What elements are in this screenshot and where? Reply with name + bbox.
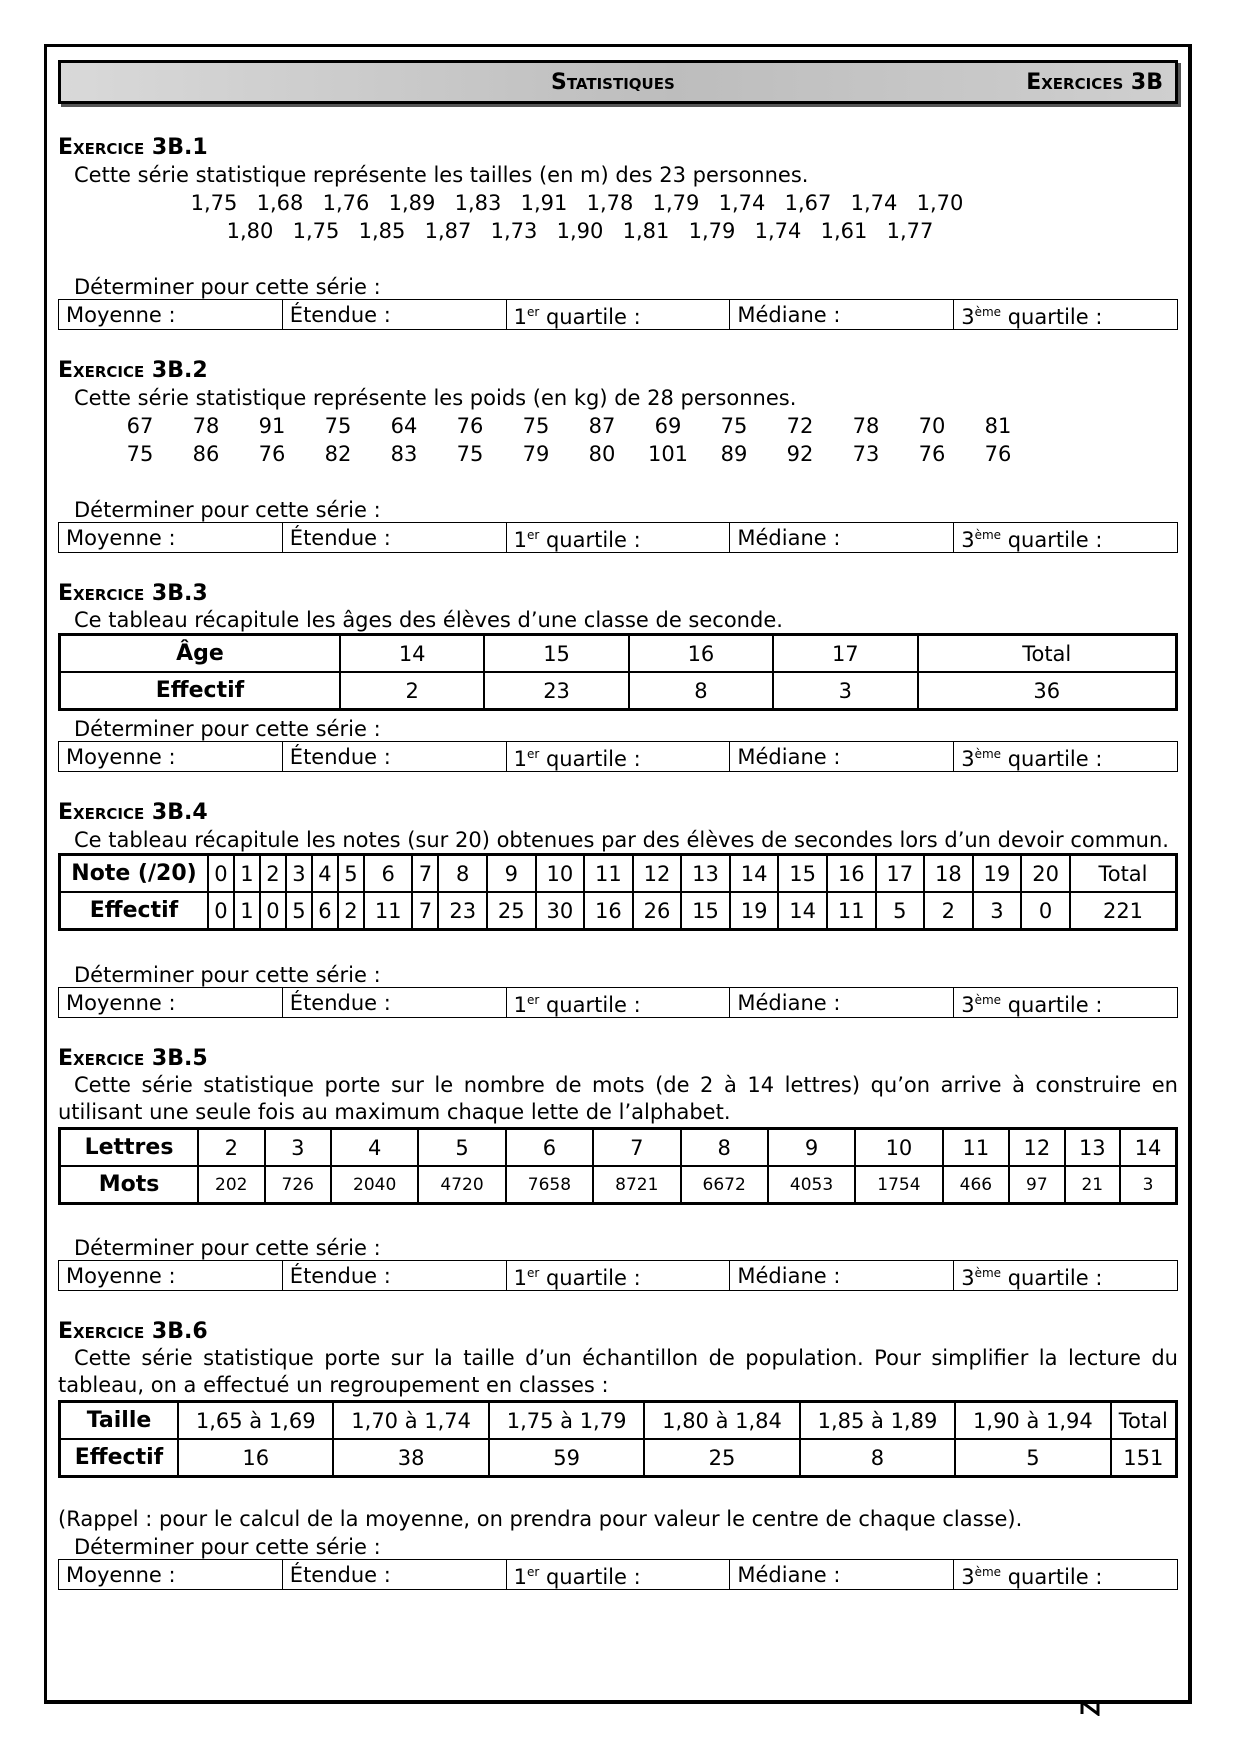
- value-item: 67: [126, 414, 154, 438]
- table-row: [60, 1129, 1177, 1167]
- answer-moyenne-text: Moyenne :: [66, 302, 176, 327]
- answer-q1-text: er: [526, 305, 540, 319]
- exercise-1-instruction: Déterminer pour cette série :: [74, 275, 381, 299]
- table-cell: 16: [584, 892, 633, 930]
- table-cell: 19: [730, 892, 779, 930]
- answer-moyenne-cell[interactable]: [59, 988, 283, 1018]
- exercise-5-instruction: Déterminer pour cette série :: [74, 1236, 381, 1260]
- value-item: 1,79: [688, 219, 736, 243]
- answer-etendue-text: Étendue :: [289, 744, 391, 769]
- table-row: [60, 1439, 1177, 1477]
- value-item: 92: [786, 442, 814, 466]
- table-cell: 9: [487, 855, 536, 893]
- table-cell: 14: [778, 892, 827, 930]
- answer-moyenne-text: Moyenne :: [66, 744, 176, 769]
- answer-moyenne-cell[interactable]: [59, 1560, 283, 1590]
- value-item: 1,74: [850, 191, 898, 215]
- answer-q1-text: er: [526, 1266, 540, 1280]
- exercise-4-data-table: [58, 853, 1178, 931]
- exercise-3-answer-table: [58, 741, 1178, 772]
- value-item: 75: [456, 442, 484, 466]
- table-cell: 4720: [418, 1166, 505, 1204]
- value-item: 1,89: [388, 191, 436, 215]
- row-label: Taille: [60, 1402, 179, 1440]
- table-cell: 12: [633, 855, 682, 893]
- row-label: Âge: [60, 635, 341, 673]
- table-cell: 7: [593, 1129, 680, 1167]
- value-item: 1,76: [322, 191, 370, 215]
- value-item: 75: [126, 442, 154, 466]
- table-cell: 3: [286, 855, 312, 893]
- answer-q3-text: quartile :: [1001, 305, 1103, 329]
- value-item: 75: [720, 414, 748, 438]
- table-cell: 19: [973, 855, 1022, 893]
- exercise-1-answer-table: [58, 299, 1178, 330]
- answer-etendue-text: Étendue :: [289, 990, 391, 1015]
- table-cell: 7658: [506, 1166, 593, 1204]
- exercise-6-intro-text: Cette série statistique porte sur la taille d’un échantillon de population. Pour simplifier la lecture du tableau, on a effectué un regroupement en classes :: [58, 1346, 1178, 1397]
- table-cell: 2: [198, 1129, 265, 1167]
- header-banner: [58, 60, 1178, 104]
- answer-q3-text: ème: [974, 747, 1002, 761]
- answer-etendue-cell[interactable]: [282, 742, 506, 772]
- value-item: 1,75: [292, 219, 340, 243]
- answer-etendue-text: Étendue :: [289, 1263, 391, 1288]
- table-cell: 221: [1070, 892, 1177, 930]
- table-cell: 1: [234, 892, 260, 930]
- value-item: 1,74: [718, 191, 766, 215]
- answer-q1-text: 1: [513, 305, 527, 329]
- exercise-2-intro: Cette série statistique représente les poids (en kg) de 28 personnes.: [74, 386, 797, 410]
- table-cell: 12: [1009, 1129, 1064, 1167]
- exercise-3-title: Exercice 3B.3: [58, 581, 208, 606]
- table-cell: 2040: [331, 1166, 418, 1204]
- answer-q3-text: ème: [974, 1266, 1002, 1280]
- value-item: 64: [390, 414, 418, 438]
- value-item: 72: [786, 414, 814, 438]
- table-cell: 1: [234, 855, 260, 893]
- value-item: 78: [192, 414, 220, 438]
- value-item: 1,61: [820, 219, 868, 243]
- answer-q1-text: 1: [513, 747, 527, 771]
- value-item: 78: [852, 414, 880, 438]
- answer-q1-cell[interactable]: [506, 1560, 730, 1590]
- exercise-4-intro: Ce tableau récapitule les notes (sur 20) obtenues par des élèves de secondes lors d’un devoir commun.: [74, 828, 1169, 852]
- answer-mediane-cell[interactable]: [730, 300, 954, 330]
- table-cell: 151: [1111, 1439, 1177, 1477]
- table-cell: 5: [286, 892, 312, 930]
- answer-q1-cell[interactable]: [506, 523, 730, 553]
- table-cell: 11: [584, 855, 633, 893]
- exercise-4-answer-table: [58, 987, 1178, 1018]
- table-cell: 3: [773, 672, 917, 710]
- exercise-3-instruction: Déterminer pour cette série :: [74, 717, 381, 741]
- value-item: 1,75: [190, 191, 238, 215]
- table-cell: 1,70 à 1,74: [333, 1402, 488, 1440]
- table-row: [60, 1402, 1177, 1440]
- table-cell: Total: [918, 635, 1177, 673]
- answer-q3-text: quartile :: [1001, 1266, 1103, 1290]
- row-label: Effectif: [60, 1439, 179, 1477]
- table-row: [60, 892, 1177, 930]
- value-item: 1,81: [622, 219, 670, 243]
- answer-q1-text: 1: [513, 993, 527, 1017]
- answer-moyenne-cell[interactable]: [59, 300, 283, 330]
- value-item: 83: [390, 442, 418, 466]
- value-item: 73: [852, 442, 880, 466]
- value-item: 79: [522, 442, 550, 466]
- table-cell: 13: [1065, 1129, 1120, 1167]
- table-cell: 8721: [593, 1166, 680, 1204]
- table-cell: 14: [340, 635, 484, 673]
- table-cell: 1,80 à 1,84: [644, 1402, 799, 1440]
- answer-moyenne-text: Moyenne :: [66, 1562, 176, 1587]
- value-item: 75: [522, 414, 550, 438]
- table-cell: 0: [260, 892, 286, 930]
- exercise-5-answer-table: [58, 1260, 1178, 1291]
- value-item: 75: [324, 414, 352, 438]
- exercise-1-intro: Cette série statistique représente les tailles (en m) des 23 personnes.: [74, 163, 809, 187]
- table-cell: 5: [418, 1129, 505, 1167]
- value-item: 1,80: [226, 219, 274, 243]
- exercise-2-answer-table: [58, 522, 1178, 553]
- exercise-5-title: Exercice 3B.5: [58, 1046, 208, 1071]
- answer-q1-cell[interactable]: [506, 1261, 730, 1291]
- value-item: 1,78: [586, 191, 634, 215]
- answer-q3-text: quartile :: [1001, 747, 1103, 771]
- table-cell: 3: [973, 892, 1022, 930]
- table-cell: 1,75 à 1,79: [489, 1402, 644, 1440]
- value-item: 1,67: [784, 191, 832, 215]
- table-cell: 16: [827, 855, 876, 893]
- value-item: 1,91: [520, 191, 568, 215]
- table-cell: 5: [876, 892, 925, 930]
- table-cell: 9: [768, 1129, 855, 1167]
- answer-q3-text: ème: [974, 1565, 1002, 1579]
- answer-q3-cell[interactable]: [954, 742, 1178, 772]
- value-item: 1,79: [652, 191, 700, 215]
- table-cell: 0: [1021, 892, 1070, 930]
- table-cell: 1,90 à 1,94: [955, 1402, 1110, 1440]
- table-cell: 36: [918, 672, 1177, 710]
- page-corner-mark: [1080, 1700, 1102, 1716]
- value-item: 69: [654, 414, 682, 438]
- table-cell: 16: [178, 1439, 333, 1477]
- table-cell: 1,65 à 1,69: [178, 1402, 333, 1440]
- answer-q3-text: 3: [961, 528, 975, 552]
- exercise-6-rappel: (Rappel : pour le calcul de la moyenne, on prendra pour valeur le centre de chaque classe).: [58, 1507, 1023, 1531]
- answer-mediane-text: Médiane :: [737, 744, 841, 769]
- answer-q1-cell[interactable]: [506, 742, 730, 772]
- answer-mediane-cell[interactable]: [730, 988, 954, 1018]
- table-cell: 17: [773, 635, 917, 673]
- value-item: 1,90: [556, 219, 604, 243]
- table-cell: 2: [260, 855, 286, 893]
- table-cell: 3: [1120, 1166, 1176, 1204]
- answer-moyenne-cell[interactable]: [59, 523, 283, 553]
- value-item: 91: [258, 414, 286, 438]
- answer-q3-text: quartile :: [1001, 993, 1103, 1017]
- row-label: Lettres: [60, 1129, 199, 1167]
- value-item: 80: [588, 442, 616, 466]
- value-item: 70: [918, 414, 946, 438]
- table-cell: 6: [364, 855, 413, 893]
- answer-q3-text: ème: [974, 528, 1002, 542]
- value-item: 101: [647, 442, 689, 466]
- table-cell: 16: [629, 635, 773, 673]
- exercise-6-instruction: Déterminer pour cette série :: [74, 1535, 381, 1559]
- table-cell: 0: [208, 892, 234, 930]
- table-cell: Total: [1070, 855, 1177, 893]
- table-cell: 4: [331, 1129, 418, 1167]
- row-label: Effectif: [60, 892, 209, 930]
- exercise-3-intro: Ce tableau récapitule les âges des élèves d’une classe de seconde.: [74, 608, 783, 632]
- table-cell: 1,85 à 1,89: [800, 1402, 955, 1440]
- table-cell: 8: [800, 1439, 955, 1477]
- exercise-6-intro: [58, 1345, 1178, 1399]
- answer-q1-text: quartile :: [539, 747, 641, 771]
- answer-mediane-text: Médiane :: [737, 525, 841, 550]
- table-cell: 17: [876, 855, 925, 893]
- row-label: Mots: [60, 1166, 199, 1204]
- exercise-5-intro-text: Cette série statistique porte sur le nombre de mots (de 2 à 14 lettres) qu’on arrive à construire en utilisant une seule fois au maximum chaque lette de l’alphabet.: [58, 1073, 1178, 1124]
- exercise-4-title: Exercice 3B.4: [58, 800, 208, 825]
- answer-q3-text: ème: [974, 305, 1002, 319]
- table-cell: 5: [338, 855, 364, 893]
- answer-q1-text: quartile :: [539, 1266, 641, 1290]
- answer-q1-text: 1: [513, 1565, 527, 1589]
- table-cell: 7: [412, 892, 438, 930]
- table-cell: 4: [312, 855, 338, 893]
- answer-etendue-cell[interactable]: [282, 300, 506, 330]
- value-item: 89: [720, 442, 748, 466]
- table-cell: 21: [1065, 1166, 1120, 1204]
- table-row: [60, 855, 1177, 893]
- table-cell: 202: [198, 1166, 265, 1204]
- answer-mediane-text: Médiane :: [737, 302, 841, 327]
- table-cell: 2: [924, 892, 973, 930]
- table-cell: 59: [489, 1439, 644, 1477]
- value-item: 76: [918, 442, 946, 466]
- table-cell: 25: [487, 892, 536, 930]
- answer-q1-text: quartile :: [539, 993, 641, 1017]
- answer-q1-text: 1: [513, 1266, 527, 1290]
- value-item: 1,77: [886, 219, 934, 243]
- answer-q1-text: er: [526, 993, 540, 1007]
- exercise-5-intro: [58, 1072, 1178, 1126]
- answer-moyenne-cell[interactable]: [59, 1261, 283, 1291]
- answer-q1-cell[interactable]: [506, 300, 730, 330]
- value-item: 76: [984, 442, 1012, 466]
- value-item: 76: [456, 414, 484, 438]
- row-label: Effectif: [60, 672, 341, 710]
- answer-q1-text: quartile :: [539, 305, 641, 329]
- table-cell: 18: [924, 855, 973, 893]
- table-cell: 10: [855, 1129, 942, 1167]
- answer-q1-text: er: [526, 1565, 540, 1579]
- answer-q1-text: er: [526, 528, 540, 542]
- table-cell: 14: [1120, 1129, 1176, 1167]
- table-cell: 13: [681, 855, 730, 893]
- value-item: 1,70: [916, 191, 964, 215]
- table-cell: 466: [943, 1166, 1010, 1204]
- table-cell: 26: [633, 892, 682, 930]
- exercise-6-title: Exercice 3B.6: [58, 1319, 208, 1344]
- answer-q1-text: 1: [513, 528, 527, 552]
- answer-q1-text: quartile :: [539, 1565, 641, 1589]
- value-item: 81: [984, 414, 1012, 438]
- answer-mediane-text: Médiane :: [737, 990, 841, 1015]
- answer-q1-text: er: [526, 747, 540, 761]
- answer-moyenne-text: Moyenne :: [66, 1263, 176, 1288]
- table-cell: 15: [681, 892, 730, 930]
- table-cell: 11: [364, 892, 413, 930]
- exercise-6-answer-table: [58, 1559, 1178, 1590]
- answer-q3-text: quartile :: [1001, 1565, 1103, 1589]
- answer-etendue-text: Étendue :: [289, 302, 391, 327]
- answer-q3-cell[interactable]: [954, 523, 1178, 553]
- table-row: [60, 672, 1177, 710]
- answer-mediane-text: Médiane :: [737, 1263, 841, 1288]
- answer-mediane-cell[interactable]: [730, 1560, 954, 1590]
- table-cell: 15: [484, 635, 628, 673]
- answer-etendue-cell[interactable]: [282, 988, 506, 1018]
- value-item: 1,68: [256, 191, 304, 215]
- table-cell: 97: [1009, 1166, 1064, 1204]
- table-cell: 1754: [855, 1166, 942, 1204]
- exercise-4-instruction: Déterminer pour cette série :: [74, 963, 381, 987]
- table-cell: 2: [338, 892, 364, 930]
- table-cell: 4053: [768, 1166, 855, 1204]
- table-cell: 25: [644, 1439, 799, 1477]
- answer-q3-cell[interactable]: [954, 300, 1178, 330]
- table-cell: Total: [1111, 1402, 1177, 1440]
- exercise-2-title: Exercice 3B.2: [58, 358, 208, 383]
- table-cell: 11: [943, 1129, 1010, 1167]
- exercise-6-data-table: [58, 1400, 1178, 1478]
- table-cell: 2: [340, 672, 484, 710]
- value-item: 86: [192, 442, 220, 466]
- answer-q3-text: 3: [961, 1565, 975, 1589]
- table-cell: 7: [412, 855, 438, 893]
- table-cell: 5: [955, 1439, 1110, 1477]
- table-cell: 8: [629, 672, 773, 710]
- answer-q1-text: quartile :: [539, 528, 641, 552]
- table-cell: 38: [333, 1439, 488, 1477]
- answer-mediane-cell[interactable]: [730, 742, 954, 772]
- value-item: 1,87: [424, 219, 472, 243]
- table-cell: 15: [778, 855, 827, 893]
- answer-q3-cell[interactable]: [954, 1261, 1178, 1291]
- exercise-1-title: Exercice 3B.1: [58, 135, 208, 160]
- exercise-5-data-table: [58, 1127, 1178, 1205]
- answer-etendue-cell[interactable]: [282, 1560, 506, 1590]
- table-row: [60, 635, 1177, 673]
- table-cell: 3: [265, 1129, 332, 1167]
- answer-mediane-cell[interactable]: [730, 1261, 954, 1291]
- answer-q3-text: ème: [974, 993, 1002, 1007]
- row-label: Note (/20): [60, 855, 209, 893]
- answer-q3-text: 3: [961, 993, 975, 1017]
- answer-q3-text: 3: [961, 1266, 975, 1290]
- exercise-2-instruction: Déterminer pour cette série :: [74, 498, 381, 522]
- table-cell: 23: [484, 672, 628, 710]
- value-item: 87: [588, 414, 616, 438]
- value-item: 1,83: [454, 191, 502, 215]
- answer-moyenne-text: Moyenne :: [66, 525, 176, 550]
- table-cell: 6: [312, 892, 338, 930]
- answer-etendue-text: Étendue :: [289, 525, 391, 550]
- table-cell: 8: [438, 855, 487, 893]
- value-item: 1,85: [358, 219, 406, 243]
- answer-moyenne-text: Moyenne :: [66, 990, 176, 1015]
- table-cell: 14: [730, 855, 779, 893]
- exercise-3-data-table: [58, 633, 1178, 711]
- table-cell: 6672: [681, 1166, 768, 1204]
- table-cell: 0: [208, 855, 234, 893]
- value-item: 82: [324, 442, 352, 466]
- table-cell: 8: [681, 1129, 768, 1167]
- answer-etendue-text: Étendue :: [289, 1562, 391, 1587]
- answer-moyenne-cell[interactable]: [59, 742, 283, 772]
- answer-q3-text: quartile :: [1001, 528, 1103, 552]
- answer-q3-cell[interactable]: [954, 1560, 1178, 1590]
- value-item: 1,74: [754, 219, 802, 243]
- answer-q1-cell[interactable]: [506, 988, 730, 1018]
- table-cell: 30: [536, 892, 585, 930]
- header-title: Statistiques: [551, 70, 675, 95]
- answer-q3-text: 3: [961, 747, 975, 771]
- answer-etendue-cell[interactable]: [282, 523, 506, 553]
- answer-q3-text: 3: [961, 305, 975, 329]
- table-cell: 10: [536, 855, 585, 893]
- table-cell: 20: [1021, 855, 1070, 893]
- table-cell: 23: [438, 892, 487, 930]
- value-item: 1,73: [490, 219, 538, 243]
- answer-etendue-cell[interactable]: [282, 1261, 506, 1291]
- header-series: Exercices 3B: [1026, 70, 1163, 95]
- table-cell: 11: [827, 892, 876, 930]
- table-cell: 726: [265, 1166, 332, 1204]
- answer-mediane-cell[interactable]: [730, 523, 954, 553]
- answer-q3-cell[interactable]: [954, 988, 1178, 1018]
- value-item: 76: [258, 442, 286, 466]
- table-cell: 6: [506, 1129, 593, 1167]
- answer-mediane-text: Médiane :: [737, 1562, 841, 1587]
- table-row: [60, 1166, 1177, 1204]
